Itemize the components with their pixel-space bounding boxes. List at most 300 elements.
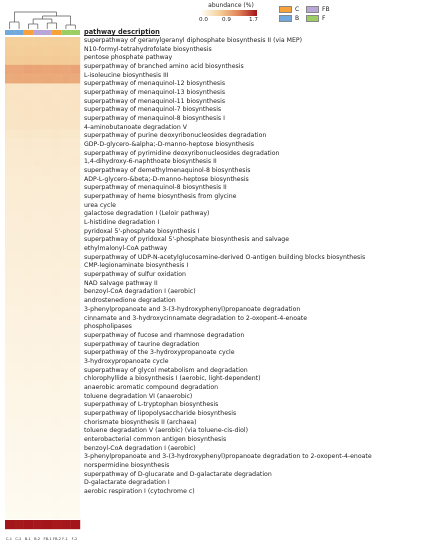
heatmap-cell — [5, 204, 15, 213]
heatmap-cell — [52, 315, 62, 324]
heatmap-cell — [61, 436, 71, 445]
heatmap-cell — [5, 418, 15, 427]
heatmap-cell — [14, 306, 24, 315]
legend-group-fb — [306, 6, 330, 13]
heatmap-cell — [14, 65, 24, 74]
heatmap-cell — [71, 390, 81, 399]
heatmap-cell — [5, 102, 15, 111]
heatmap-cell — [14, 473, 24, 482]
heatmap-cell — [52, 408, 62, 417]
heatmap-cell — [24, 130, 34, 139]
heatmap-cell — [24, 65, 34, 74]
heatmap-cell — [14, 353, 24, 362]
heatmap-cell — [5, 334, 15, 343]
heatmap-cell — [61, 380, 71, 389]
heatmap-cell — [61, 334, 71, 343]
heatmap-cell — [24, 241, 34, 250]
heatmap-cell — [5, 130, 15, 139]
heatmap-cell — [71, 278, 81, 287]
legend-group-c — [279, 6, 299, 13]
heatmap-cell — [61, 102, 71, 111]
pathway-label: NAD salvage pathway II — [84, 279, 158, 287]
heatmap-cell — [24, 223, 34, 232]
heatmap-cell — [24, 83, 34, 92]
heatmap-cell — [52, 148, 62, 157]
heatmap-cell — [61, 186, 71, 195]
heatmap-cell — [33, 130, 43, 139]
heatmap-cell — [24, 148, 34, 157]
heatmap-cell — [52, 121, 62, 130]
heatmap-cell — [71, 436, 81, 445]
heatmap-cell — [33, 260, 43, 269]
heatmap-cell — [71, 306, 81, 315]
heatmap-cell — [33, 399, 43, 408]
heatmap-cell — [14, 83, 24, 92]
heatmap-cell — [61, 195, 71, 204]
heatmap-cell — [61, 176, 71, 185]
heatmap-cell — [43, 510, 53, 519]
heatmap-cell — [14, 204, 24, 213]
heatmap-cell — [24, 353, 34, 362]
heatmap-cell — [61, 260, 71, 269]
heatmap-cell — [33, 464, 43, 473]
heatmap-cell — [24, 102, 34, 111]
heatmap-cell — [43, 390, 53, 399]
heatmap-cell — [43, 83, 53, 92]
legend-tick-min: 0.0 — [199, 17, 208, 23]
heatmap-cell — [43, 148, 53, 157]
heatmap-cell — [43, 418, 53, 427]
heatmap-cell — [71, 445, 81, 454]
heatmap-cell — [52, 325, 62, 334]
heatmap-cell — [24, 111, 34, 120]
heatmap-cell — [5, 251, 15, 260]
heatmap-cell — [33, 427, 43, 436]
column-label: C-2 — [15, 537, 22, 541]
heatmap-cell — [61, 353, 71, 362]
pathway-label: toluene degradation VI (anaerobic) — [84, 392, 193, 400]
heatmap-cell — [52, 213, 62, 222]
heatmap-cell — [61, 297, 71, 306]
group-bar-cell — [5, 30, 14, 35]
heatmap-cell — [5, 315, 15, 324]
heatmap-cell — [71, 492, 81, 501]
heatmap-cell — [43, 520, 53, 529]
heatmap-cell — [61, 251, 71, 260]
heatmap-cell — [33, 232, 43, 241]
heatmap-cell — [24, 408, 34, 417]
heatmap-cell — [33, 102, 43, 111]
heatmap-cell — [14, 390, 24, 399]
pathway-label: urea cycle — [84, 201, 116, 209]
heatmap-cell — [33, 380, 43, 389]
heatmap-cell — [24, 473, 34, 482]
group-bar-cell — [52, 30, 61, 35]
heatmap-cell — [71, 241, 81, 250]
heatmap-cell — [52, 260, 62, 269]
heatmap-cell — [52, 167, 62, 176]
heatmap-cell — [43, 195, 53, 204]
pathway-label: superpathway of fucose and rhamnose degradation — [84, 331, 245, 339]
heatmap-cell — [5, 306, 15, 315]
pathway-label: 3-hydroxypropanoate cycle — [84, 357, 169, 365]
heatmap-cell — [61, 37, 71, 46]
pathway-label: chorismate biosynthesis II (archaea) — [84, 418, 197, 426]
heatmap-cell — [52, 223, 62, 232]
heatmap-cell — [61, 158, 71, 167]
heatmap-cell — [71, 213, 81, 222]
heatmap-cell — [71, 121, 81, 130]
pathway-label: superpathway of pyrimidine deoxyribonucleosides degradation — [84, 149, 280, 157]
heatmap-cell — [24, 213, 34, 222]
heatmap-cell — [14, 269, 24, 278]
heatmap-cell — [14, 343, 24, 352]
heatmap-cell — [61, 418, 71, 427]
pathway-label: benzoyl-CoA degradation I (aerobic) — [84, 444, 196, 452]
column-dendrogram — [10, 12, 76, 29]
pathway-label: N10-formyl-tetrahydrofolate biosynthesis — [84, 45, 212, 53]
heatmap-cell — [71, 251, 81, 260]
heatmap-cell — [33, 37, 43, 46]
pathway-label: 3-phenylpropanoate and 3-(3-hydroxyphenyl)propanoate degradation to 2-oxopent-4-enoate — [84, 453, 372, 461]
pathway-label: superpathway of pyridoxal 5'-phosphate biosynthesis and salvage — [84, 236, 290, 244]
heatmap-cell — [71, 269, 81, 278]
heatmap-cell — [43, 343, 53, 352]
heatmap-cell — [61, 510, 71, 519]
heatmap-cell — [5, 46, 15, 55]
heatmap-cell — [71, 455, 81, 464]
pathway-label: aerobic respiration I (cytochrome c) — [84, 487, 195, 495]
heatmap-cell — [33, 483, 43, 492]
heatmap-cell — [61, 520, 71, 529]
heatmap-cell — [14, 278, 24, 287]
heatmap-cell — [71, 56, 81, 65]
pathway-label: CMP-legionaminate biosynthesis I — [84, 262, 189, 270]
heatmap-cell — [71, 158, 81, 167]
heatmap-cell — [52, 111, 62, 120]
heatmap-cell — [61, 464, 71, 473]
heatmap-cell — [33, 148, 43, 157]
heatmap-cell — [43, 121, 53, 130]
heatmap-cell — [52, 251, 62, 260]
heatmap-cell — [14, 46, 24, 55]
group-bar-cell — [71, 30, 80, 35]
heatmap-cell — [33, 353, 43, 362]
heatmap-cell — [5, 390, 15, 399]
heatmap-cell — [33, 510, 43, 519]
heatmap-cell — [33, 213, 43, 222]
pathway-label: chlorophyllide a biosynthesis I (aerobic, light-dependent) — [84, 375, 261, 383]
heatmap-cell — [33, 46, 43, 55]
heatmap-cell — [24, 445, 34, 454]
pathway-label: norspermidine biosynthesis — [84, 461, 170, 469]
heatmap-cell — [43, 269, 53, 278]
heatmap-cell — [5, 343, 15, 352]
pathway-label: superpathway of menaquinol-8 biosynthesis I — [84, 115, 225, 123]
pathway-label: superpathway of demethylmenaquinol-8 biosynthesis — [84, 167, 251, 175]
heatmap-cell — [43, 408, 53, 417]
heatmap-cell — [5, 195, 15, 204]
heatmap-cell — [52, 158, 62, 167]
heatmap-cell — [24, 501, 34, 510]
heatmap-cell — [71, 74, 81, 83]
heatmap-cell — [43, 167, 53, 176]
heatmap-cell — [61, 473, 71, 482]
heatmap-cell — [33, 315, 43, 324]
heatmap-cell — [43, 445, 53, 454]
column-label: FB-1 — [43, 537, 52, 541]
heatmap-cell — [14, 520, 24, 529]
heatmap-cell — [43, 251, 53, 260]
heatmap-cell — [33, 445, 43, 454]
heatmap-cell — [52, 93, 62, 102]
heatmap-cell — [5, 501, 15, 510]
heatmap-cell — [43, 111, 53, 120]
heatmap-cell — [24, 436, 34, 445]
heatmap-cell — [71, 408, 81, 417]
heatmap-cell — [52, 139, 62, 148]
heatmap-cell — [71, 139, 81, 148]
row-header: pathway description — [84, 28, 160, 36]
heatmap-cell — [61, 148, 71, 157]
heatmap-cell — [43, 102, 53, 111]
pathway-label: toluene degradation V (aerobic) (via toluene-cis-diol) — [84, 427, 249, 435]
column-label: FB-2 — [52, 537, 61, 541]
heatmap-cell — [5, 278, 15, 287]
heatmap-cell — [52, 297, 62, 306]
heatmap-cell — [61, 204, 71, 213]
heatmap-cell — [43, 260, 53, 269]
heatmap-cell — [24, 362, 34, 371]
heatmap-cell — [14, 167, 24, 176]
heatmap-cell — [5, 260, 15, 269]
heatmap-cell — [14, 37, 24, 46]
heatmap-cell — [52, 455, 62, 464]
heatmap-cell — [14, 455, 24, 464]
heatmap-cells — [5, 37, 80, 529]
heatmap-cell — [71, 473, 81, 482]
heatmap-cell — [14, 176, 24, 185]
heatmap-cell — [24, 269, 34, 278]
heatmap-cell — [24, 380, 34, 389]
heatmap-cell — [5, 83, 15, 92]
heatmap-cell — [52, 362, 62, 371]
group-swatch — [279, 6, 292, 13]
heatmap-cell — [61, 408, 71, 417]
heatmap-cell — [61, 83, 71, 92]
heatmap-cell — [24, 139, 34, 148]
pathway-label: ethylmalonyl-CoA pathway — [84, 245, 168, 253]
heatmap-cell — [43, 158, 53, 167]
heatmap-cell — [5, 445, 15, 454]
heatmap-cell — [5, 353, 15, 362]
pathway-label: ADP-L-glycero-&beta;-D-manno-heptose biosynthesis — [84, 175, 249, 183]
heatmap-cell — [71, 353, 81, 362]
column-label: C-1 — [6, 537, 13, 541]
heatmap-cell — [43, 371, 53, 380]
heatmap-cell — [43, 93, 53, 102]
heatmap-cell — [61, 74, 71, 83]
heatmap-cell — [5, 325, 15, 334]
heatmap-cell — [43, 213, 53, 222]
heatmap-cell — [24, 158, 34, 167]
heatmap-cell — [52, 176, 62, 185]
heatmap-cell — [71, 195, 81, 204]
heatmap-cell — [24, 371, 34, 380]
heatmap-cell — [43, 176, 53, 185]
heatmap-cell — [14, 232, 24, 241]
heatmap-cell — [14, 315, 24, 324]
pathway-label: D-galactarate degradation I — [84, 479, 170, 487]
heatmap-cell — [61, 455, 71, 464]
pathway-label: superpathway of menaquinol-7 biosynthesis — [84, 106, 222, 114]
heatmap-cell — [71, 223, 81, 232]
heatmap-cell — [33, 111, 43, 120]
pathway-label: superpathway of menaquinol-11 biosynthesis — [84, 97, 226, 105]
heatmap-cell — [33, 418, 43, 427]
heatmap-cell — [52, 343, 62, 352]
heatmap-cell — [52, 204, 62, 213]
pathway-label: superpathway of the 3-hydroxypropanoate cycle — [84, 349, 235, 357]
heatmap-cell — [71, 371, 81, 380]
heatmap-cell — [43, 223, 53, 232]
heatmap-cell — [61, 93, 71, 102]
pathway-label: superpathway of menaquinol-13 biosynthesis — [84, 89, 226, 97]
heatmap-cell — [71, 102, 81, 111]
heatmap-cell — [5, 223, 15, 232]
heatmap-cell — [33, 334, 43, 343]
heatmap-cell — [71, 325, 81, 334]
pathway-label: androstenedione degradation — [84, 297, 176, 305]
heatmap-cell — [5, 297, 15, 306]
pathway-label: superpathway of branched amino acid biosynthesis — [84, 63, 244, 71]
heatmap-cell — [14, 74, 24, 83]
heatmap-cell — [43, 483, 53, 492]
heatmap-cell — [24, 74, 34, 83]
heatmap-cell — [52, 520, 62, 529]
heatmap-cell — [14, 148, 24, 157]
heatmap-cell — [33, 390, 43, 399]
heatmap-cell — [61, 130, 71, 139]
heatmap-cell — [71, 362, 81, 371]
heatmap-cell — [71, 520, 81, 529]
heatmap-cell — [52, 510, 62, 519]
heatmap-cell — [5, 111, 15, 120]
heatmap-cell — [52, 492, 62, 501]
heatmap-cell — [43, 399, 53, 408]
heatmap-cell — [52, 371, 62, 380]
heatmap-cell — [43, 464, 53, 473]
heatmap-cell — [33, 195, 43, 204]
heatmap-cell — [43, 427, 53, 436]
heatmap-cell — [71, 46, 81, 55]
heatmap-cell — [71, 483, 81, 492]
heatmap-cell — [24, 121, 34, 130]
heatmap-cell — [5, 241, 15, 250]
heatmap-cell — [5, 158, 15, 167]
heatmap-cell — [33, 343, 43, 352]
heatmap-cell — [61, 46, 71, 55]
heatmap-cell — [71, 130, 81, 139]
pathway-label: 3-phenylpropanoate and 3-(3-hydroxyphenyl)propanoate degradation — [84, 305, 301, 313]
pathway-label: L-isoleucine biosynthesis III — [84, 71, 169, 79]
group-bar-cell — [14, 30, 23, 35]
heatmap-cell — [33, 65, 43, 74]
heatmap-cell — [52, 186, 62, 195]
heatmap-cell — [61, 483, 71, 492]
heatmap-cell — [33, 121, 43, 130]
group-bar-cell — [61, 30, 70, 35]
heatmap-cell — [43, 37, 53, 46]
heatmap-cell — [24, 343, 34, 352]
group-swatch — [279, 15, 292, 22]
heatmap-cell — [24, 251, 34, 260]
heatmap-cell — [14, 260, 24, 269]
heatmap-cell — [33, 139, 43, 148]
heatmap-cell — [61, 306, 71, 315]
heatmap-cell — [5, 483, 15, 492]
heatmap-cell — [14, 241, 24, 250]
heatmap-cell — [52, 427, 62, 436]
heatmap-cell — [24, 418, 34, 427]
heatmap-cell — [61, 501, 71, 510]
heatmap-cell — [14, 464, 24, 473]
heatmap-cell — [14, 130, 24, 139]
heatmap-cell — [5, 269, 15, 278]
heatmap-cell — [5, 74, 15, 83]
heatmap-cell — [52, 195, 62, 204]
heatmap-cell — [33, 288, 43, 297]
pathway-label: superpathway of geranylgeranyl diphosphate biosynthesis II (via MEP) — [84, 37, 303, 44]
pathway-label: superpathway of D-glucarate and D-galactarate degradation — [84, 470, 272, 478]
heatmap-cell — [61, 427, 71, 436]
heatmap-cell — [71, 334, 81, 343]
heatmap-cell — [5, 455, 15, 464]
heatmap-cell — [5, 148, 15, 157]
heatmap-cell — [52, 464, 62, 473]
heatmap-cell — [5, 436, 15, 445]
pathway-label: 1,4-dihydroxy-6-naphthoate biosynthesis II — [84, 158, 217, 166]
heatmap-cell — [24, 510, 34, 519]
heatmap-cell — [5, 93, 15, 102]
heatmap-cell — [61, 315, 71, 324]
heatmap-cell — [43, 297, 53, 306]
heatmap-cell — [24, 195, 34, 204]
heatmap-cell — [5, 492, 15, 501]
heatmap-cell — [52, 390, 62, 399]
heatmap-cell — [43, 46, 53, 55]
heatmap-cell — [14, 510, 24, 519]
heatmap-cell — [5, 408, 15, 417]
heatmap-cell — [14, 445, 24, 454]
heatmap-cell — [33, 278, 43, 287]
group-bar-cell — [43, 30, 52, 35]
pathway-label: cinnamate and 3-hydroxycinnamate degradation to 2-oxopent-4-enoate — [84, 314, 308, 322]
heatmap-cell — [14, 111, 24, 120]
heatmap-cell — [43, 436, 53, 445]
heatmap-cell — [5, 288, 15, 297]
pathway-label: benzoyl-CoA degradation I (aerobic) — [84, 288, 196, 296]
heatmap-cell — [43, 362, 53, 371]
heatmap-cell — [14, 102, 24, 111]
heatmap-cell — [33, 501, 43, 510]
heatmap-cell — [14, 251, 24, 260]
pathway-label: superpathway of sulfur oxidation — [84, 271, 186, 279]
heatmap-cell — [33, 167, 43, 176]
heatmap-cell — [52, 380, 62, 389]
heatmap-cell — [71, 288, 81, 297]
heatmap-cell — [61, 445, 71, 454]
